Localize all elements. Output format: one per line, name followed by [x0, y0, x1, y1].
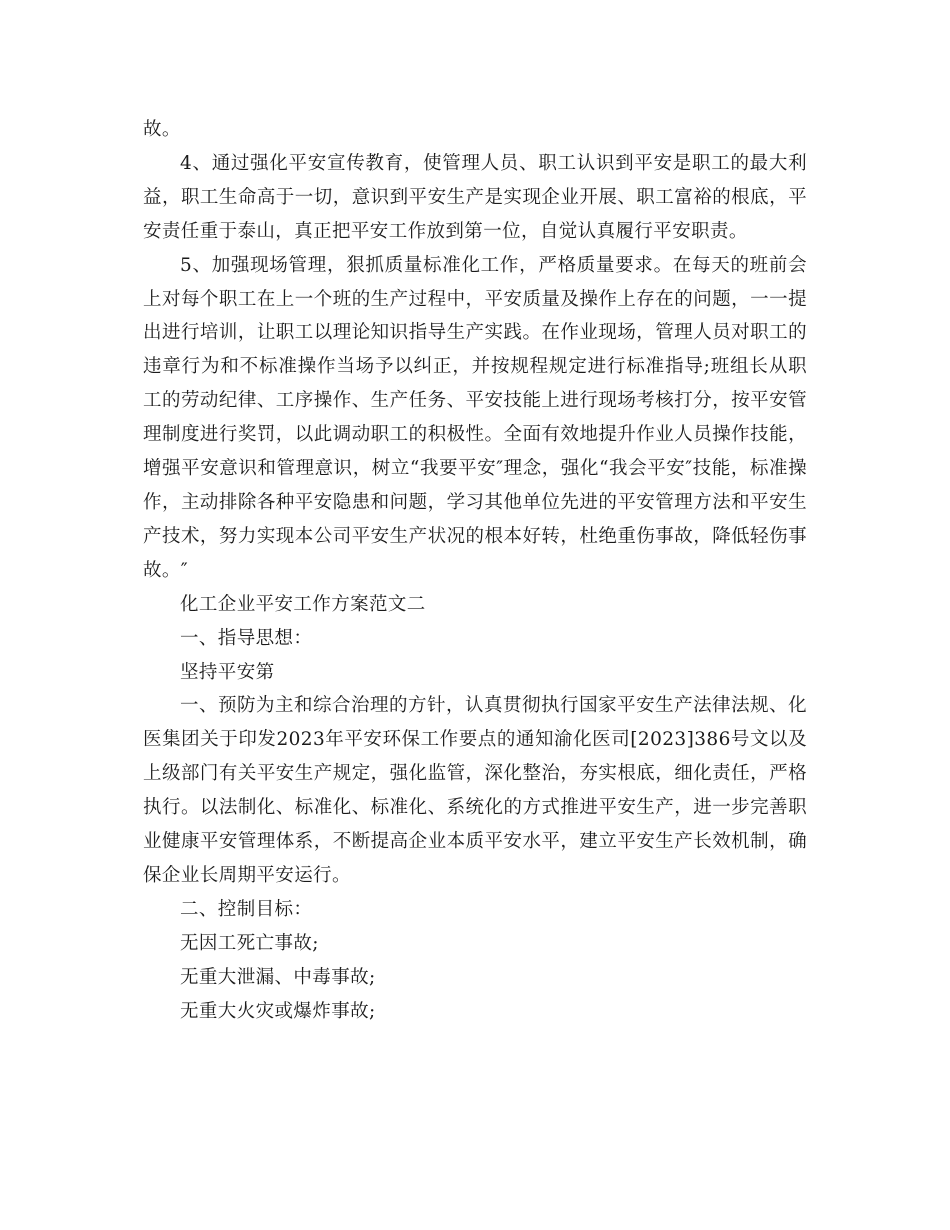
target-item: 无重大泄漏、中毒事故; [180, 966, 376, 988]
paragraph-principle-lead: 坚持平安第 [180, 661, 275, 683]
heading-guiding-ideology: 一、指导思想： [180, 627, 313, 649]
target-item: 无重大火灾或爆炸事故; [180, 1000, 376, 1022]
paragraph-continuation: 故。 [143, 119, 181, 140]
section-title: 化工企业平安工作方案范文二 [180, 593, 426, 615]
paragraph-item-4: 4、通过强化平安宣传教育，使管理人员、职工认识到平安是职工的最大利益，职工生命高于一切，意识到平安生产是实现企业开展、职工富裕的根底，平安责任重于泰山，真正把平安工作放到第一位，自觉认真履行平安职责。 [143, 152, 807, 242]
document-body [143, 113, 807, 1028]
target-item: 无因工死亡事故; [180, 932, 319, 954]
paragraph-principle-body: 一、预防为主和综合治理的方针，认真贯彻执行国家平安生产法律法规、化医集团关于印发2023年平安环保工作要点的通知渝化医司[2023]386号文以及上级部门有关平安生产规定，强化监管，深化整治，夯实根底，细化责任，严格执行。以法制化、标准化、标准化、系统化的方式推进平安生产，进一步完善职业健康平安管理体系，不断提高企业本质平安水平，建立平安生产长效机制，确保企业长周期平安运行。 [143, 695, 807, 886]
paragraph-item-5: 5、加强现场管理，狠抓质量标准化工作，严格质量要求。在每天的班前会上对每个职工在上一个班的生产过程中，平安质量及操作上存在的问题，一一提出进行培训，让职工以理论知识指导生产实践。在作业现场，管理人员对职工的违章行为和不标准操作当场予以纠正，并按规程规定进行标准指导;班组长从职工的劳动纪律、工序操作、生产任务、平安技能上进行现场考核打分，按平安管理制度进行奖罚，以此调动职工的积极性。全面有效地提升作业人员操作技能，增强平安意识和管理意识，树立“我要平安″理念，强化“我会平安″技能，标准操作，主动排除各种平安隐患和问题，学习其他单位先进的平安管理方法和平安生产技术，努力实现本公司平安生产状况的根本好转，杜绝重伤事故，降低轻伤事故。″ [143, 254, 807, 581]
heading-control-targets: 二、控制目标： [180, 898, 313, 920]
